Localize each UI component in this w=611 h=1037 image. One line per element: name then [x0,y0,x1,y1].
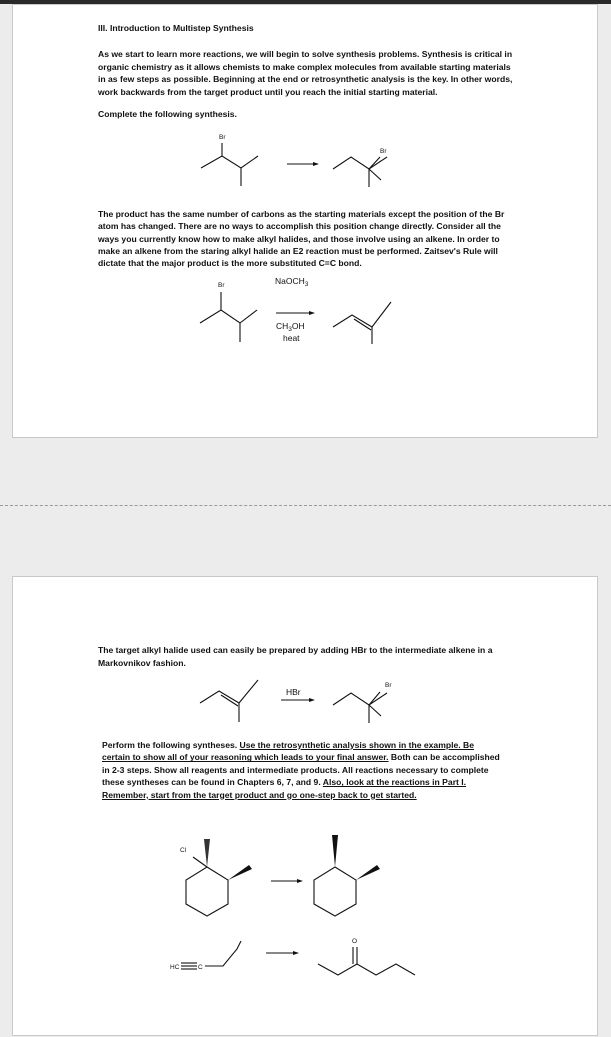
reaction-scheme-2 [13,5,599,439]
reagent-hbr: HBr [286,687,301,697]
section-title: III. Introduction to Multistep Synthesis [98,23,254,33]
markovnikov-line: Markovnikov fashion. [98,657,186,668]
cyclohexane-ring [314,867,356,916]
wedge-bond [228,865,252,880]
page-break-divider [0,505,611,506]
task-line: Perform the following syntheses. Use the retrosynthetic analysis shown in the example. Be [102,740,475,750]
reagent-ch3oh: $CH_3OH$ [276,321,305,333]
bromine-label: Br [380,148,387,155]
intro-line: organic chemistry as it allows chemists to make complex molecules from available starting materials [98,61,511,72]
arrow-head [293,951,299,955]
wedge-bond [356,865,380,880]
c-cl-bond [193,857,207,867]
alkyne-chain [205,941,241,966]
product-line: The product has the same number of carbons as the starting materials except the position of the Br [98,209,505,219]
intro-line: in as few steps as possible. Beginning at the end or retrosynthetic analysis is the key. In other words, [98,74,513,84]
instruction-text: Complete the following synthesis. [98,109,237,119]
hashed-wedge-bond [204,839,210,867]
oxygen-label: O [352,938,358,945]
task-line: these syntheses can be found in Chapters 6, 7, and 9. Also, look at the reactions in Part I. [102,777,467,788]
task-line: certain to show all of your reasoning which leads to your final answer. Both can be accomplished [102,752,500,763]
product-line: make an alkene from the staring alkyl halide an E2 reaction must be performed. Zaitsev's Rule will [98,245,498,256]
intro-line: As we start to learn more reactions, we will begin to solve synthesis problems. Synthesis is critical in [98,49,513,59]
bromine-label: Br [385,682,392,689]
ketone-chain [318,964,415,975]
document-page-2 [12,576,598,1036]
bromine-label: Br [218,282,225,289]
arrow-head [309,311,315,315]
product-line: atom has changed. There are no ways to accomplish this position change directly. Consider all the [98,221,501,232]
carbon-label: C [198,964,203,971]
markovnikov-line: The target alkyl halide used can easily be prepared by adding HBr to the intermediate alkene in a [98,645,493,655]
hc-label: HC [170,964,180,971]
arrow-head [297,879,303,883]
reagent-heat: heat [283,333,300,343]
intro-line: work backwards from the target product until you reach the initial starting material. [98,86,438,97]
synthesis-problems [13,577,599,1037]
document-page-1 [12,4,598,438]
task-line: Remember, start from the target product and go one-step back to get started. [102,789,417,800]
chlorine-label: Cl [180,847,187,854]
alkene-chain [333,302,391,327]
reagent-naoch3: NaOCH$_3$ [275,276,309,288]
cyclohexane-ring [186,867,228,916]
product-line: ways you currently know how to make alkyl halides, and those involve using an alkene. In order to [98,233,500,244]
bromine-label: Br [219,134,226,141]
task-line: in 2-3 steps. Show all reagents and intermediate products. All reactions necessary to complete [102,764,489,775]
product-line: dictate that the major product is the more substituted C=C bond. [98,258,362,269]
starting-material-chain [200,310,257,323]
wedge-bond [332,835,338,867]
